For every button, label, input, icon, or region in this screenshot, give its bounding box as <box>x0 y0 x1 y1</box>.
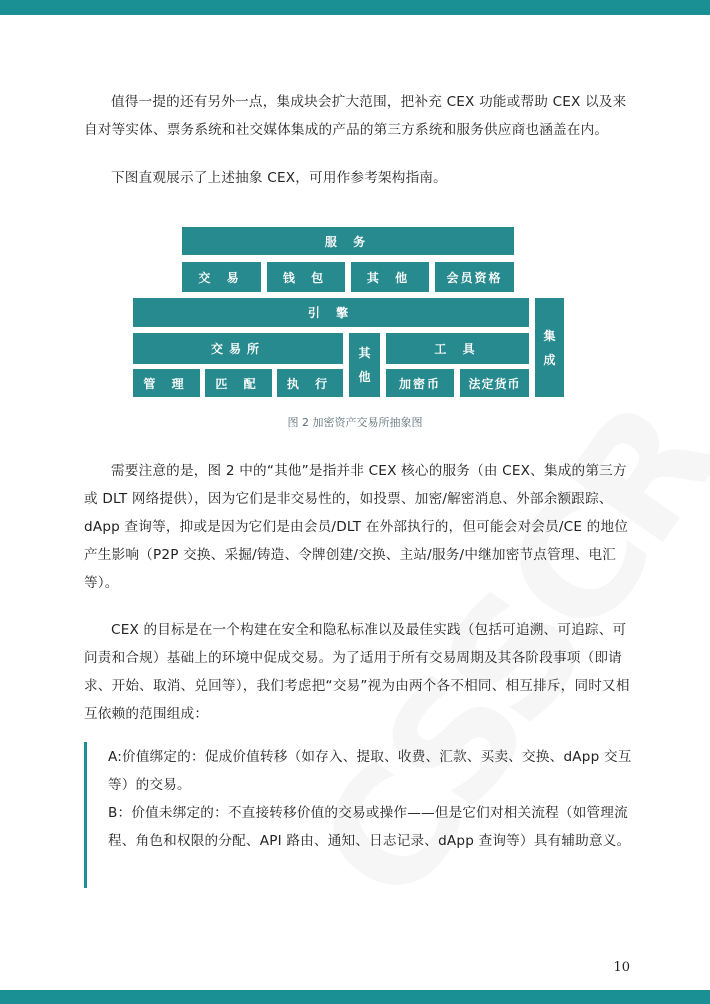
quote-value-unbound: B：价值未绑定的：不直接转移价值的交易或操作——但是它们对相关流程（如管理流程、角色和权限的分配、API 路由、通知、日志记录、dApp 查询等）具有辅助意义。 <box>108 805 631 849</box>
block-wallet: 钱 包 <box>267 262 345 292</box>
block-exchange: 交 易 <box>182 262 261 292</box>
block-other-services: 其 他 <box>351 262 429 292</box>
block-fiat: 法定货币 <box>460 369 529 397</box>
block-integration <box>535 298 564 397</box>
block-crypto: 加密币 <box>386 369 454 397</box>
block-other-engine <box>349 333 380 397</box>
block-exchange-venue: 交易所 <box>133 333 343 364</box>
integration-char-2: 成 <box>543 352 556 367</box>
quote-accent-bar <box>84 742 87 888</box>
block-engine: 引 擎 <box>133 298 529 327</box>
quote-value-bound: A:价值绑定的：促成价值转移（如存入、提取、收费、汇款、买卖、交换、dApp 交互等）的交易。 <box>108 749 632 793</box>
block-services: 服 务 <box>182 227 514 255</box>
top-accent-bar <box>0 0 710 15</box>
figure-caption: 图 2 加密资产交易所抽象图 <box>287 416 423 429</box>
other-char-2: 他 <box>358 370 371 384</box>
block-management: 管 理 <box>133 369 200 397</box>
other-char-1: 其 <box>358 346 371 360</box>
integration-char-1: 集 <box>543 328 556 343</box>
bottom-accent-bar <box>0 990 710 1004</box>
paragraph-integration-scope: 值得一提的还有另外一点，集成块会扩大范围，把补充 CEX 功能或帮助 CEX 以及来自对等实体、票务系统和社交媒体集成的产品的第三方系统和服务供应商也涵盖在内。 <box>84 94 627 138</box>
paragraph-cex-goal: CEX 的目标是在一个构建在安全和隐私标准以及最佳实践（包括可追溯、可追踪、可问责和合规）基础上的环境中促成交易。为了适用于所有交易周期及其各阶段事项（即请求、开始、取消、兑回等），我们考虑把“交易”视为由两个各不相同、相互排斥，同时又相互依赖的范围组成： <box>84 622 630 722</box>
block-membership: 会员资格 <box>435 262 514 292</box>
page-number: 10 <box>613 960 630 975</box>
block-matching: 匹 配 <box>205 369 272 397</box>
paragraph-other-note: 需要注意的是，图 2 中的“其他”是指并非 CEX 核心的服务（由 CEX、集成的第三方或 DLT 网络提供），因为它们是非交易性的，如投票、加密/解密消息、外部余额跟踪、dApp 查询等，抑或是因为它们是由会员/DLT 在外部执行的，但可能会对会员/CE 的地位产生影响（P2P 交换、采掘/铸造、令牌创建/交换、主站/服务/中继加密节点管理、电汇等）。 <box>84 463 629 591</box>
paragraph-diagram-intro: 下图直观展示了上述抽象 CEX，可用作参考架构指南。 <box>111 170 447 186</box>
cex-architecture-diagram <box>0 0 710 420</box>
block-execution: 执 行 <box>277 369 343 397</box>
block-tools: 工 具 <box>386 333 529 364</box>
